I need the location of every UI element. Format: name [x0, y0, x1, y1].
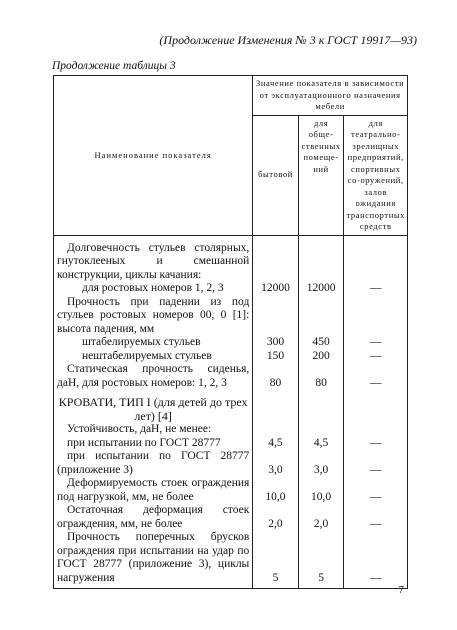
table-row	[54, 423, 408, 437]
table-row	[54, 504, 408, 531]
table-row	[54, 282, 408, 296]
cell-value: —	[344, 504, 408, 531]
row-label: Остаточная деформация стоек ограждения, мм, не более	[54, 504, 253, 531]
cell-value: —	[344, 336, 408, 350]
cell-value: 150	[253, 350, 298, 364]
cell-value	[344, 423, 408, 437]
cell-value: —	[344, 450, 408, 477]
cell-value	[344, 396, 408, 423]
table-row	[54, 437, 408, 451]
cell-value: 5	[253, 531, 298, 589]
cell-value	[253, 423, 298, 437]
row-label: Прочность поперечных брусков ограждения при испытании на удар по ГОСТ 28777 (приложение 3), циклы нагружения	[54, 531, 253, 589]
cell-value: —	[344, 437, 408, 451]
cell-value	[253, 242, 298, 283]
row-label: Прочность при падении из под стульев ростовых номеров 00, 0 [1]: высота падения, мм	[54, 296, 253, 337]
table-row	[54, 350, 408, 364]
row-label: Статическая прочность сиденья, даН, для ростовых номеров: 1, 2, 3	[54, 363, 253, 390]
cell-value: 3,0	[298, 450, 344, 477]
cell-value	[253, 296, 298, 337]
col-header-public: для обще-ственных помеще-ний	[298, 115, 344, 235]
cell-value: 4,5	[298, 437, 344, 451]
row-label: при испытании по ГОСТ 28777	[54, 437, 253, 451]
cell-value: 300	[253, 336, 298, 350]
row-label: для ростовых номеров 1, 2, 3	[54, 282, 253, 296]
cell-value: 12000	[298, 282, 344, 296]
cell-value	[298, 242, 344, 283]
cell-value: 450	[298, 336, 344, 350]
row-label: при испытании по ГОСТ 28777 (приложение 3)	[54, 450, 253, 477]
page-header: (Продолжение Изменения № 3 к ГОСТ 19917—93)	[159, 33, 417, 47]
cell-value	[253, 396, 298, 423]
table-row	[54, 477, 408, 504]
table-row	[54, 336, 408, 350]
section-heading: КРОВАТИ, ТИП I (для детей до трех лет) [4]	[54, 396, 253, 423]
properties-table	[53, 75, 408, 589]
cell-value: —	[344, 363, 408, 390]
row-label: Устойчивость, даН, не менее:	[54, 423, 253, 437]
cell-value: 200	[298, 350, 344, 364]
cell-value: 80	[298, 363, 344, 390]
cell-value: —	[344, 282, 408, 296]
table-row	[54, 396, 408, 423]
cell-value	[344, 242, 408, 283]
row-label: Долговечность стульев столярных, гнутоклееных и смешанной конструкции, циклы качания:	[54, 242, 253, 283]
page-number: 7	[398, 584, 404, 596]
table-row	[54, 242, 408, 283]
cell-value: 5	[298, 531, 344, 589]
row-label: Деформируемость стоек ограждения под нагрузкой, мм, не более	[54, 477, 253, 504]
cell-value: —	[344, 531, 408, 589]
cell-value: —	[344, 477, 408, 504]
cell-value: 10,0	[253, 477, 298, 504]
cell-value: 12000	[253, 282, 298, 296]
table-caption: Продолжение таблицы 3	[52, 60, 176, 72]
row-label: штабелируемых стульев	[54, 336, 253, 350]
cell-value: 4,5	[253, 437, 298, 451]
cell-value: 2,0	[298, 504, 344, 531]
cell-value	[344, 296, 408, 337]
cell-value: 10,0	[298, 477, 344, 504]
cell-value	[298, 423, 344, 437]
table-row	[54, 296, 408, 337]
col-header-household: бытовой	[253, 115, 298, 235]
row-label: нештабелируемых стульев	[54, 350, 253, 364]
cell-value	[298, 296, 344, 337]
table-row	[54, 531, 408, 589]
cell-value: 2,0	[253, 504, 298, 531]
col-header-group: Значение показателя в зависимости от эксплуатационного назначения мебели	[253, 76, 408, 116]
table-row	[54, 363, 408, 390]
cell-value: —	[344, 350, 408, 364]
col-header-name: Наименование показателя	[54, 76, 253, 236]
col-header-theater: для театрально-зрелищных предприятий, спортивных со-оружений, залов ожидания транспортных средств	[344, 115, 408, 235]
cell-value: 80	[253, 363, 298, 390]
table-row	[54, 450, 408, 477]
cell-value	[298, 396, 344, 423]
cell-value: 3,0	[253, 450, 298, 477]
